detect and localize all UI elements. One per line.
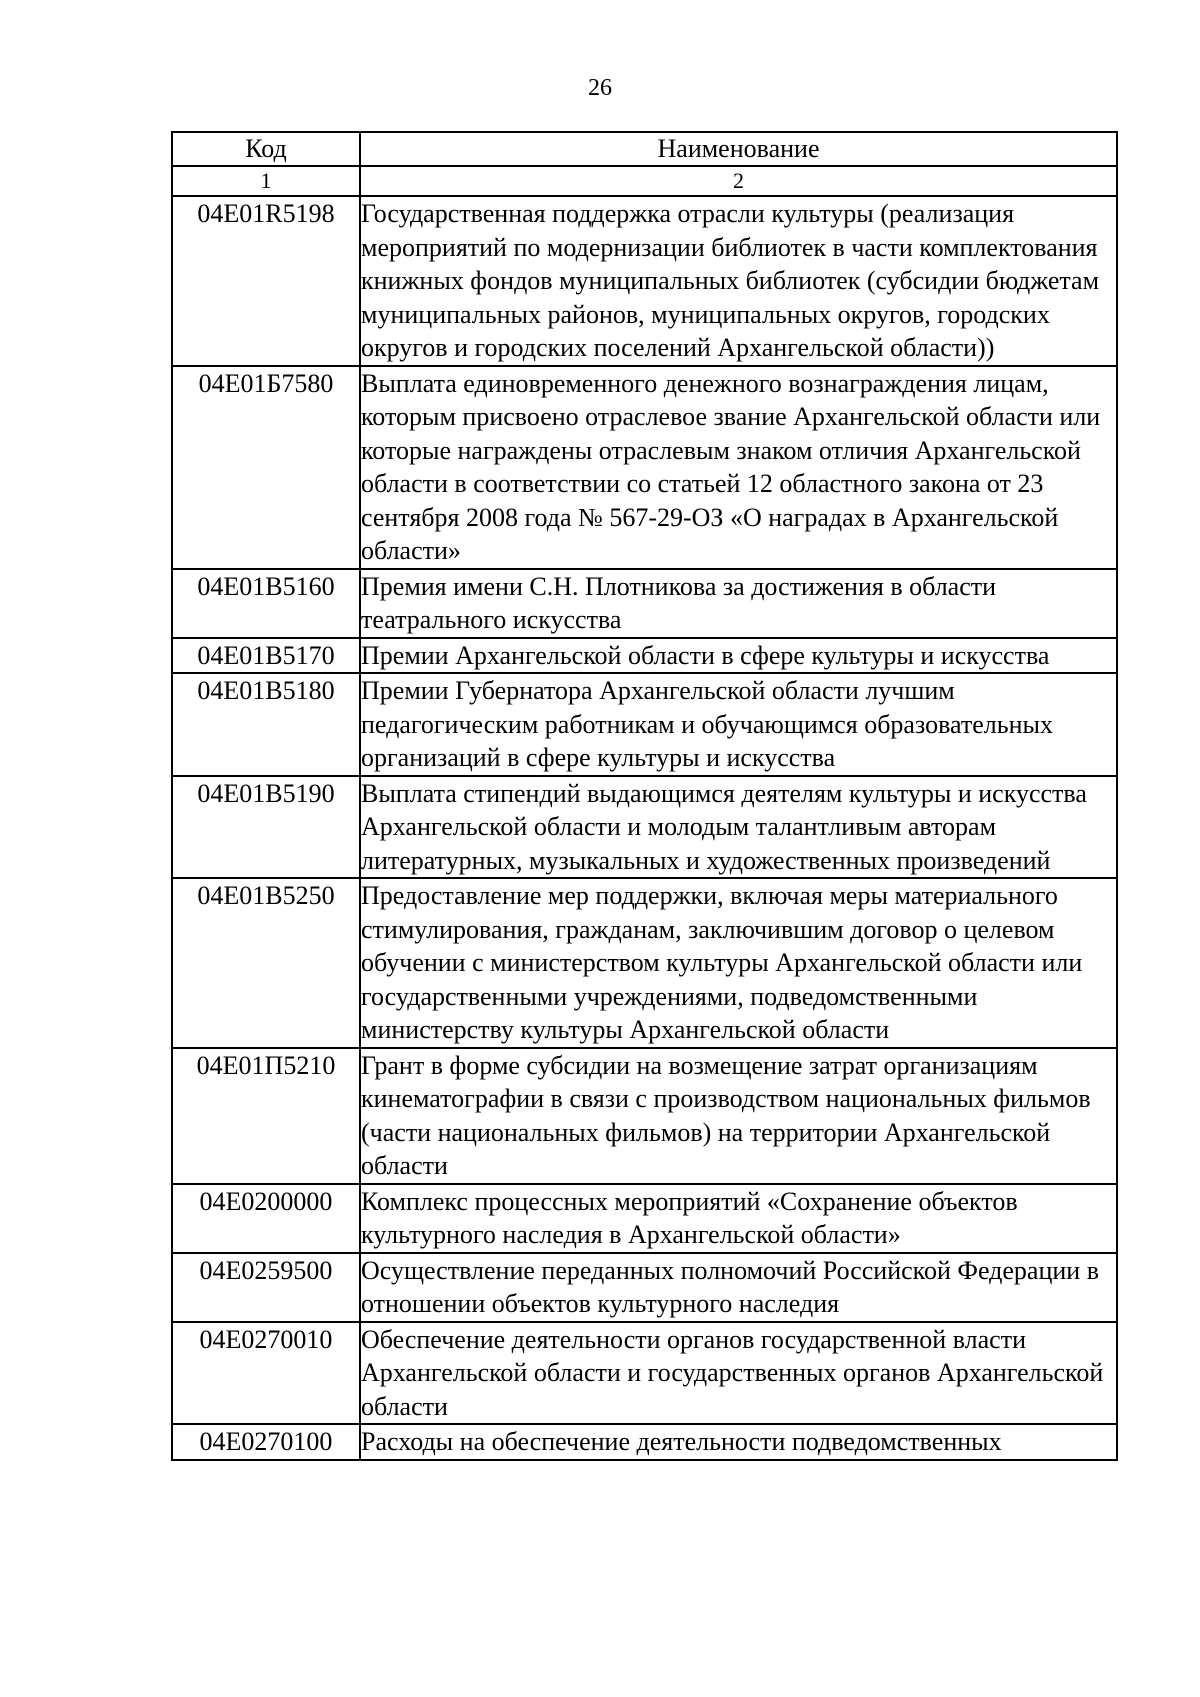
row-code: 04Е0270010 (172, 1322, 360, 1425)
row-code: 04Е01В5170 (172, 638, 360, 674)
row-code: 04Е0259500 (172, 1253, 360, 1322)
table-row (172, 366, 1117, 569)
row-code: 04Е01R5198 (172, 196, 360, 366)
row-code: 04Е01П5210 (172, 1048, 360, 1184)
table-row (172, 1322, 1117, 1425)
row-name: Премии Губернатора Архангельской области лучшим педагогическим работникам и обучающимся образовательных организаций в сфере культуры и искусства (360, 673, 1117, 776)
row-name: Расходы на обеспечение деятельности подведомственных (360, 1424, 1117, 1460)
row-code: 04Е0270100 (172, 1424, 360, 1460)
code-table (171, 131, 1118, 1461)
row-code: 04Е01Б7580 (172, 366, 360, 569)
row-name: Осуществление переданных полномочий Российской Федерации в отношении объектов культурного наследия (360, 1253, 1117, 1322)
row-code: 04Е01В5190 (172, 776, 360, 879)
row-name: Комплекс процессных мероприятий «Сохранение объектов культурного наследия в Архангельской области» (360, 1184, 1117, 1253)
row-name: Премия имени С.Н. Плотникова за достижения в области театрального искусства (360, 569, 1117, 638)
table-row (172, 1253, 1117, 1322)
row-name: Выплата единовременного денежного вознаграждения лицам, которым присвоено отраслевое звание Архангельской области или которые награждены отраслевым знаком отличия Архангельской области в соответствии со статьей 12 областного закона от 23 сентября 2008 года № 567-29-ОЗ «О наградах в Архангельской области» (360, 366, 1117, 569)
column-number-row (172, 166, 1117, 196)
table-row (172, 673, 1117, 776)
row-name: Государственная поддержка отрасли культуры (реализация мероприятий по модернизации библиотек в части комплектования книжных фондов муниципальных библиотек (субсидии бюджетам муниципальных районов, муниципальных округов, городских округов и городских поселений Архангельской области)) (360, 196, 1117, 366)
row-name: Обеспечение деятельности органов государственной власти Архангельской области и государственных органов Архангельской области (360, 1322, 1117, 1425)
header-code: Код (172, 132, 360, 166)
table-row (172, 878, 1117, 1048)
header-name: Наименование (360, 132, 1117, 166)
row-code: 04Е01В5180 (172, 673, 360, 776)
row-name: Грант в форме субсидии на возмещение затрат организациям кинематографии в связи с производством национальных фильмов (части национальных фильмов) на территории Архангельской области (360, 1048, 1117, 1184)
table-row (172, 1424, 1117, 1460)
table-row (172, 638, 1117, 674)
row-code: 04Е0200000 (172, 1184, 360, 1253)
row-name: Премии Архангельской области в сфере культуры и искусства (360, 638, 1117, 674)
table-header-row (172, 132, 1117, 166)
column-number-name: 2 (360, 166, 1117, 196)
row-name: Предоставление мер поддержки, включая меры материального стимулирования, гражданам, заключившим договор о целевом обучении с министерством культуры Архангельской области или государственными учреждениями, подведомственными министерству культуры Архангельской области (360, 878, 1117, 1048)
row-name: Выплата стипендий выдающимся деятелям культуры и искусства Архангельской области и молодым талантливым авторам литературных, музыкальных и художественных произведений (360, 776, 1117, 879)
table-row (172, 1184, 1117, 1253)
page-number: 26 (588, 75, 612, 101)
row-code: 04Е01В5250 (172, 878, 360, 1048)
table-row (172, 1048, 1117, 1184)
row-code: 04Е01В5160 (172, 569, 360, 638)
table-row (172, 196, 1117, 366)
table-row (172, 569, 1117, 638)
table-row (172, 776, 1117, 879)
column-number-code: 1 (172, 166, 360, 196)
